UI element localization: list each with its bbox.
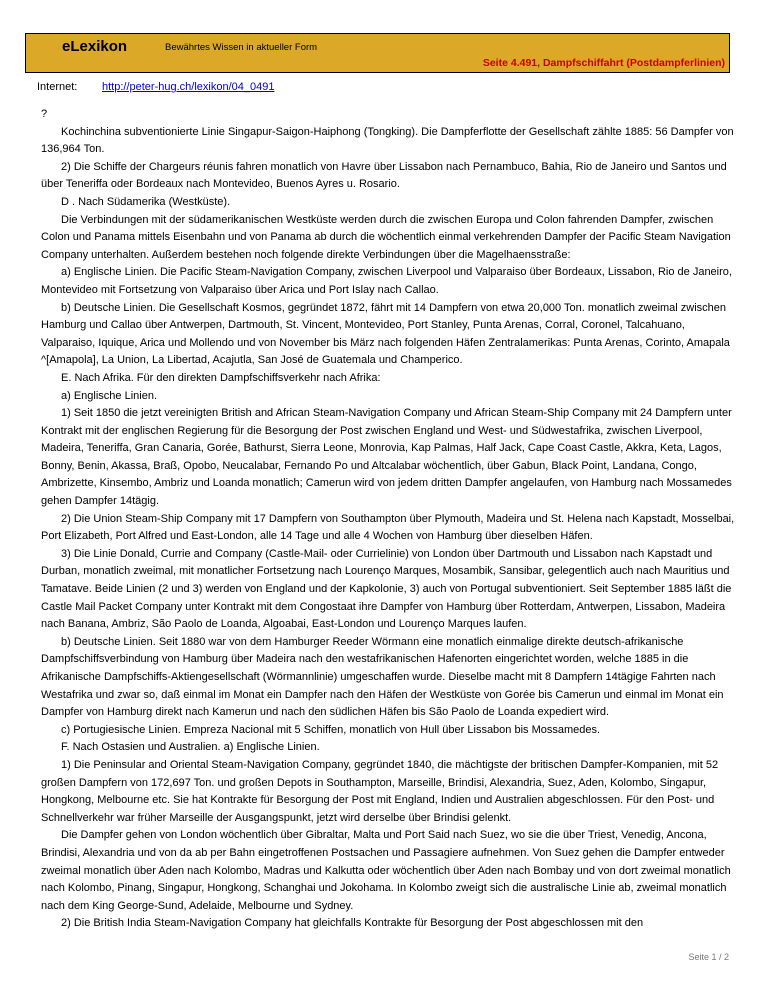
page-reference: Seite 4.491, Dampfschiffahrt (Postdampferlinien) (482, 57, 725, 69)
paragraph: 3) Die Linie Donald, Currie and Company (Castle-Mail- oder Currielinie) von London über Dartmouth und Lissabon nach Kapstadt und Durban, monatlich zweimal, mit monatlicher Fortsetzung nach Lourenço Marques, Mosambik, Sansibar, gelegentlich auch nach Mauritius und Tamatave. Beide Linien (2 und 3) werden von England und der Kapkolonie, 3) auch von Portugal subventioniert. Seit September 1885 läßt die Castle Mail Packet Company unter Kontrakt mit dem Congostaat ihre Dampfer von Hamburg über Rotterdam, Antwerpen, Lissabon, Madeira nach Banana, Ambriz, São Paolo de Loanda, Algoabai, East-London und Lourenço Marques laufen. (41, 547, 732, 631)
header-banner (25, 33, 730, 73)
paragraph: c) Portugiesische Linien. Empreza Nacional mit 5 Schiffen, monatlich von Hull über Lissabon bis Mossamedes. (61, 723, 601, 736)
paragraph: 2) Die Union Steam-Ship Company mit 17 Dampfern von Southampton über Plymouth, Madeira und St. Helena nach Kapstadt, Mosselbai, Port Elizabeth, Port Alfred und East-London, alle 14 Tage und alle 4 Wochen von Hamburg über dieselben Häfen. (41, 512, 735, 543)
paragraph: F. Nach Ostasien und Australien. a) Englische Linien. (61, 741, 320, 754)
internet-label: Internet: (37, 81, 78, 93)
paragraph: Die Verbindungen mit der südamerikanischen Westküste werden durch die zwischen Europa und Colon fahrenden Dampfer, zwischen Colon und Panama mittels Eisenbahn und von Panama ab durch die wöchentlich einmal verkehrenden Dampfer der Pacific Steam Navigation Company unterhalten. Außerdem bestehen noch folgende direkte Verbindungen über die Magelhaensstraße: (41, 213, 731, 261)
brand-logo: eLexikon (62, 38, 128, 55)
paragraph: 2) Die British India Steam-Navigation Company hat gleichfalls Kontrakte für Besorgung der Post abgeschlossen mit den (61, 917, 644, 930)
internet-link[interactable]: http://peter-hug.ch/lexikon/04_0491 (102, 81, 275, 93)
paragraph: Die Dampfer gehen von London wöchentlich über Gibraltar, Malta und Port Said nach Suez, wo sie die über Triest, Venedig, Ancona, Brindisi, Alexandria und von da ab per Bahn eingetroffenen Postsachen und Passagiere aufnehmen. Von Suez gehen die Dampfer entweder zweimal monatlich über Aden nach Kolombo, Madras und Kalkutta oder wöchentlich über Aden nach Bombay und von dort zweimal monatlich nach Kolombo, Pinang, Singapur, Hongkong, Schanghai und Jokohama. In Kolombo zweigt sich die australische Linie ab, zweimal monatlich nach dem King George-Sund, Adelaide, Melbourne und Sydney. (41, 829, 731, 912)
paragraph: b) Deutsche Linien. Seit 1880 war von dem Hamburger Reeder Wörmann eine monatlich einmalige direkte deutsch-afrikanische Dampfschiffsverbindung von Hamburg über Madeira nach den westafrikanischen Hafenorten eingerichtet worden, welche 1885 in die Afrikanische Dampfschiffs-Aktiengesellschaft (Wörmannlinie) umgeschaffen wurde. Dieselbe macht mit 8 Dampfern 14tägige Fahrten nach Westafrika und zwar so, daß einmal im Monat ein Dampfer nach den Häfen der Westküste von Gorée bis Camerun und einmal im Monat ein Dampfer von Hamburg direkt nach Kamerun und nach den südlichen Häfen bis São Paolo de Loanda expediert wird. (41, 635, 724, 719)
paragraph: Kochinchina subventionierte Linie Singapur-Saigon-Haiphong (Tongking). Die Dampferflotte der Gesellschaft zählte 1885: 56 Dampfer von 136,964 Ton. (41, 125, 734, 156)
paragraph: D . Nach Südamerika (Westküste). (61, 195, 231, 208)
paragraph: E. Nach Afrika. Für den direkten Dampfschiffsverkehr nach Afrika: (61, 371, 381, 384)
marker: ? (41, 108, 48, 120)
paragraph: a) Englische Linien. (61, 389, 158, 402)
paragraph: 2) Die Schiffe der Chargeurs réunis fahren monatlich von Havre über Lissabon nach Pernambuco, Bahia, Rio de Janeiro und Santos und über Teneriffa oder Bordeaux nach Montevideo, Buenos Ayres u. Rosario. (41, 160, 727, 191)
paragraph: 1) Die Peninsular and Oriental Steam-Navigation Company, gegründet 1840, die mächtigste der britischen Dampfer-Kompanien, mit 52 großen Dampfern von 172,697 Ton. und großen Depots in Southampton, Marseille, Brindisi, Alexandria, Suez, Aden, Kolombo, Singapur, Hongkong, Melbourne etc. Sie hat Kontrakte für Besorgung der Post mit England, Indien und Australien abgeschlossen. Für den Post- und Schnellverkehr war früher Marseille der Ausgangspunkt, jetzt wird derselbe über Brindisi gelenkt. (41, 758, 719, 824)
paragraph: a) Englische Linien. Die Pacific Steam-Navigation Company, zwischen Liverpool und Valparaiso über Bordeaux, Lissabon, Rio de Janeiro, Montevideo mit Fortsetzung von Valparaiso über Arica und Port Islay nach Callao. (41, 266, 732, 296)
article-body (41, 106, 735, 933)
tagline: Bewährtes Wissen in aktueller Form (165, 42, 318, 53)
page-number: Seite 1 / 2 (688, 952, 729, 962)
paragraph: b) Deutsche Linien. Die Gesellschaft Kosmos, gegründet 1872, fährt mit 14 Dampfern von etwa 20,000 Ton. monatlich zweimal zwischen Hamburg und Callao über Antwerpen, Dartmouth, St. Vincent, Montevideo, Port Stanley, Punta Arenas, Corral, Coronel, Talcahuano, Valparaiso, Iquique, Arica und Mollendo und von November bis März nach folgenden Häfen Zentralamerikas: Punta Arenas, Corinto, Amapala ^[Amapola], La Union, La Libertad, Acajutla, San José de Guatemala und Champerico. (41, 301, 730, 367)
paragraph: 1) Seit 1850 die jetzt vereinigten British and African Steam-Navigation Company und African Steam-Ship Company mit 24 Dampfern unter Kontrakt mit der englischen Regierung für die Besorgung der Post zwischen England und West- und Südwestafrika, zwischen Liverpool, Madeira, Teneriffa, Gran Canaria, Gorée, Bathurst, Sierra Leone, Monrovia, Kap Palmas, Half Jack, Cape Coast Castle, Akkra, Keta, Lagos, Bonny, Benin, Akassa, Braß, Opobo, Neucalabar, Fernando Po und Altcalabar wöchentlich, über Gabun, Black Point, Landana, Congo, Ambrizette, Kinsembo, Ambriz und Loanda monatlich; Camerun wird von jedem dritten Dampfer angelaufen, von Hamburg nach Mossamedes gehen Dampfer 14tägig. (41, 407, 732, 508)
